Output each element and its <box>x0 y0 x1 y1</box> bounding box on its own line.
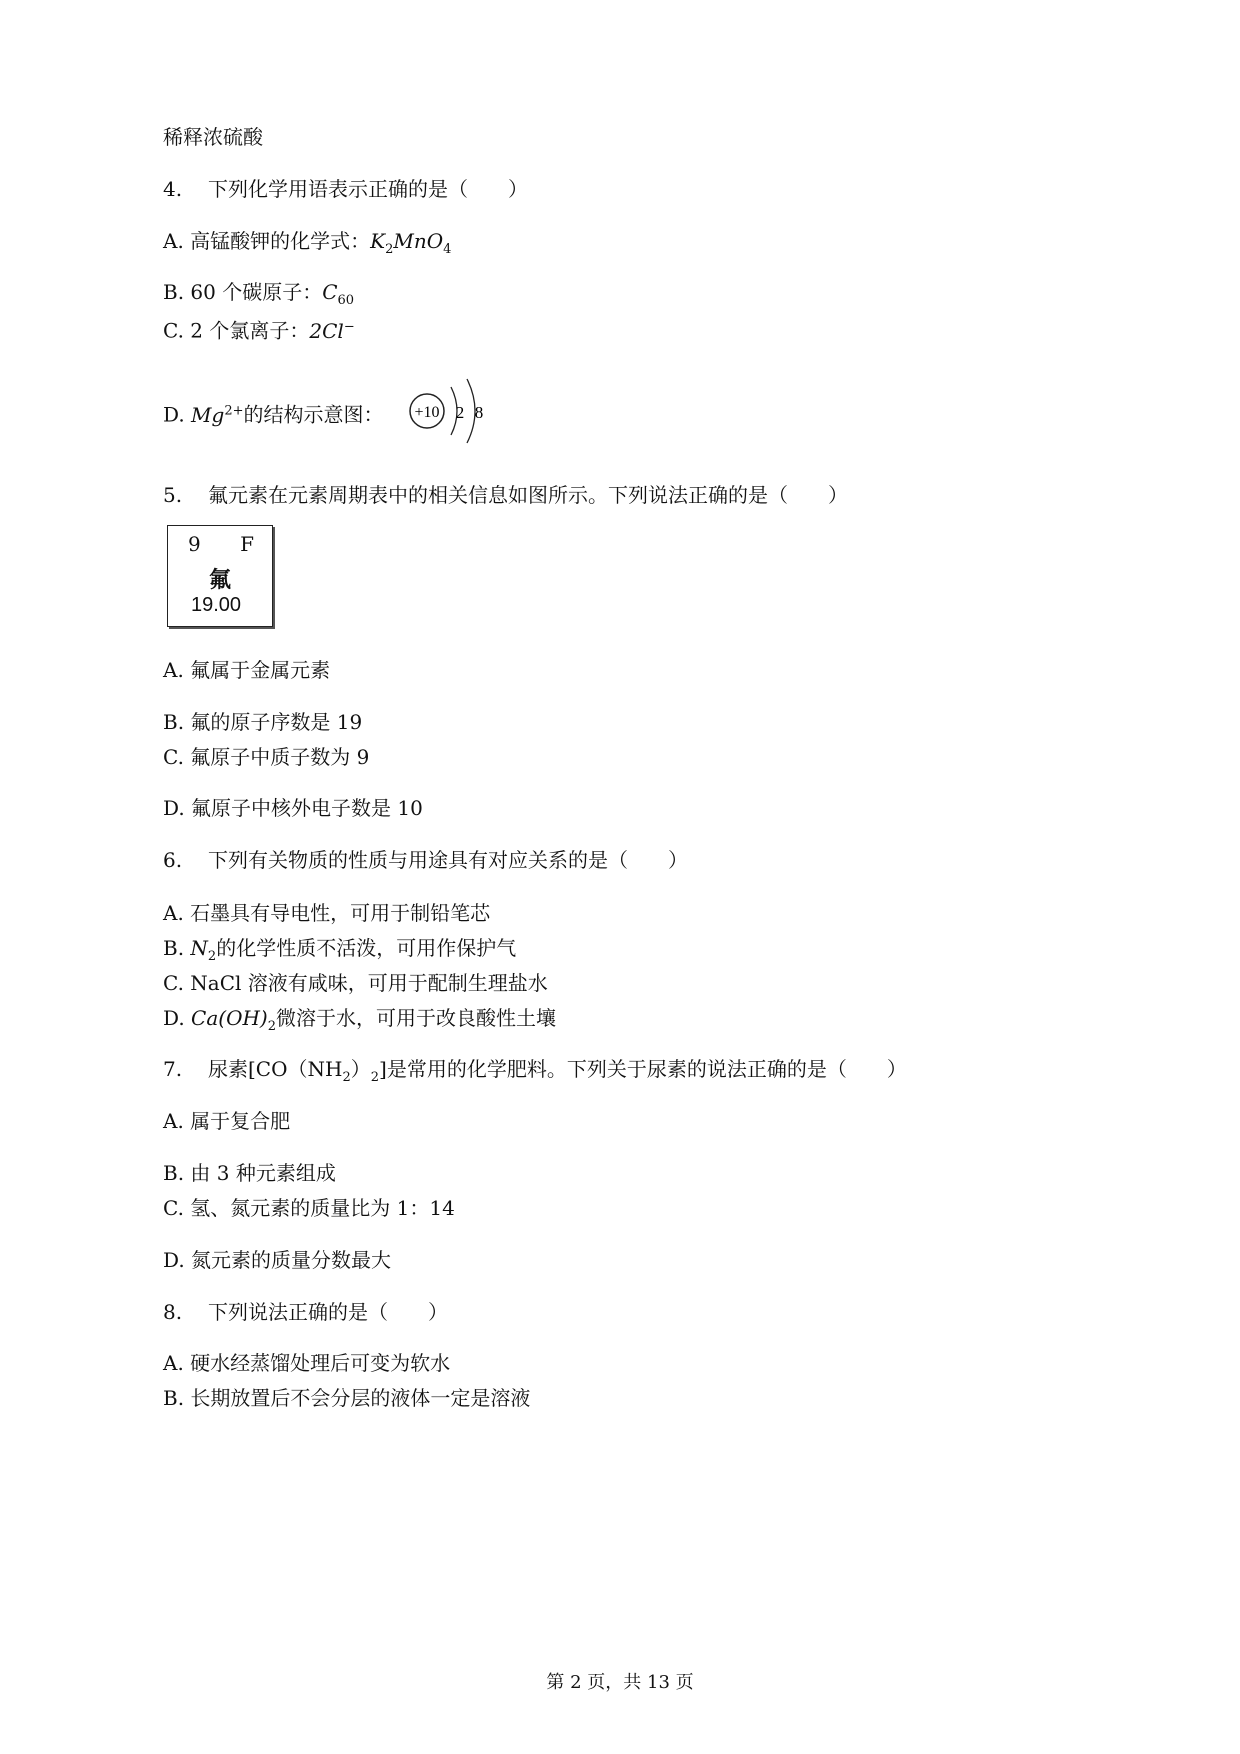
q5-option-a: A. 氟属于金属元素 <box>163 658 331 682</box>
q7-option-b: B. 由 3 种元素组成 <box>163 1161 336 1185</box>
q5-option-d: D. 氟原子中核外电子数是 10 <box>163 796 423 820</box>
q4-option-d: D. $Mg^{2+}$的结构示意图： <box>163 402 384 427</box>
q6-stem <box>163 846 688 874</box>
q8-stem <box>163 1298 448 1326</box>
q5-option-c: C. 氟原子中质子数为 9 <box>163 745 370 769</box>
q4-option-b-text: B. 60 个碳原子： <box>163 280 323 304</box>
q6-option-d-text: 微溶于水，可用于改良酸性土壤 <box>276 1006 556 1030</box>
q4-stem-text: 下列化学用语表示正确的是（ ） <box>208 177 528 201</box>
q6-option-d: D. $Ca(OH)_2$微溶于水，可用于改良酸性土壤 <box>163 1006 556 1034</box>
q8-option-b: B. 长期放置后不会分层的液体一定是溶液 <box>163 1386 531 1410</box>
q6-option-b-text: 的化学性质不活泼，可用作保护气 <box>216 936 517 960</box>
q7-stem <box>163 1055 907 1092</box>
q6-option-b: B. $N_2$的化学性质不活泼，可用作保护气 <box>163 936 517 964</box>
element-card-fluorine <box>167 525 273 627</box>
q4-option-a <box>163 227 451 264</box>
q4-option-b <box>163 278 354 315</box>
shell-1-electrons: 2 <box>455 403 465 422</box>
element-symbol: F <box>240 532 254 556</box>
header-line: 稀释浓硫酸 <box>163 125 263 149</box>
q7-option-c: C. 氢、氮元素的质量比为 1：14 <box>163 1196 455 1220</box>
q6-option-c: C. NaCl 溶液有咸味，可用于配制生理盐水 <box>163 971 548 995</box>
formula-kmno4: $K_2MnO_4$ <box>370 229 452 257</box>
shell-2-electrons: 8 <box>474 403 484 422</box>
q6-option-a: A. 石墨具有导电性，可用于制铅笔芯 <box>163 901 491 925</box>
q8-number: 8. <box>163 1300 183 1324</box>
nucleus-charge: +10 <box>414 404 440 421</box>
q8-option-a: A. 硬水经蒸馏处理后可变为软水 <box>163 1351 451 1375</box>
q7-stem-text: 尿素$[CO(NH_2)_2]$是常用的化学肥料。下列关于尿素的说法正确的是（ ） <box>208 1057 907 1085</box>
q4-option-d-text: 的结构示意图： <box>243 402 384 427</box>
formula-n2: $N_2$ <box>190 936 217 964</box>
q4-stem <box>163 175 528 203</box>
q5-number: 5. <box>163 483 183 507</box>
formula-c60: $C_{60}$ <box>322 280 355 308</box>
q4-option-a-text: A. 高锰酸钾的化学式： <box>163 229 371 253</box>
q5-stem <box>163 481 848 509</box>
q7-option-d: D. 氮元素的质量分数最大 <box>163 1248 392 1272</box>
element-atomic-number: 9 <box>188 532 201 556</box>
q5-stem-text: 氟元素在元素周期表中的相关信息如图所示。下列说法正确的是（ ） <box>208 483 848 507</box>
q6-stem-text: 下列有关物质的性质与用途具有对应关系的是（ ） <box>208 848 688 872</box>
q4-option-c <box>163 313 355 345</box>
q8-stem-text: 下列说法正确的是（ ） <box>208 1300 448 1324</box>
formula-2cl-minus: 2Cl− <box>309 318 355 343</box>
formula-mg2plus: $Mg^{2+}$ <box>191 402 244 427</box>
element-name: 氟 <box>208 567 231 593</box>
q4-option-c-text: C. 2 个氯离子： <box>163 318 310 343</box>
formula-caoh2: $Ca(OH)_2$ <box>191 1006 276 1034</box>
q7-option-a: A. 属于复合肥 <box>163 1109 291 1133</box>
q4-number: 4. <box>163 177 183 201</box>
q6-number: 6. <box>163 848 183 872</box>
element-atomic-mass: 19.00 <box>191 594 242 616</box>
page-footer: 第 2 页，共 13 页 <box>546 1672 694 1693</box>
q7-number: 7. <box>163 1057 183 1081</box>
q5-option-b: B. 氟的原子序数是 19 <box>163 710 363 734</box>
ion-structure-diagram <box>405 375 495 445</box>
